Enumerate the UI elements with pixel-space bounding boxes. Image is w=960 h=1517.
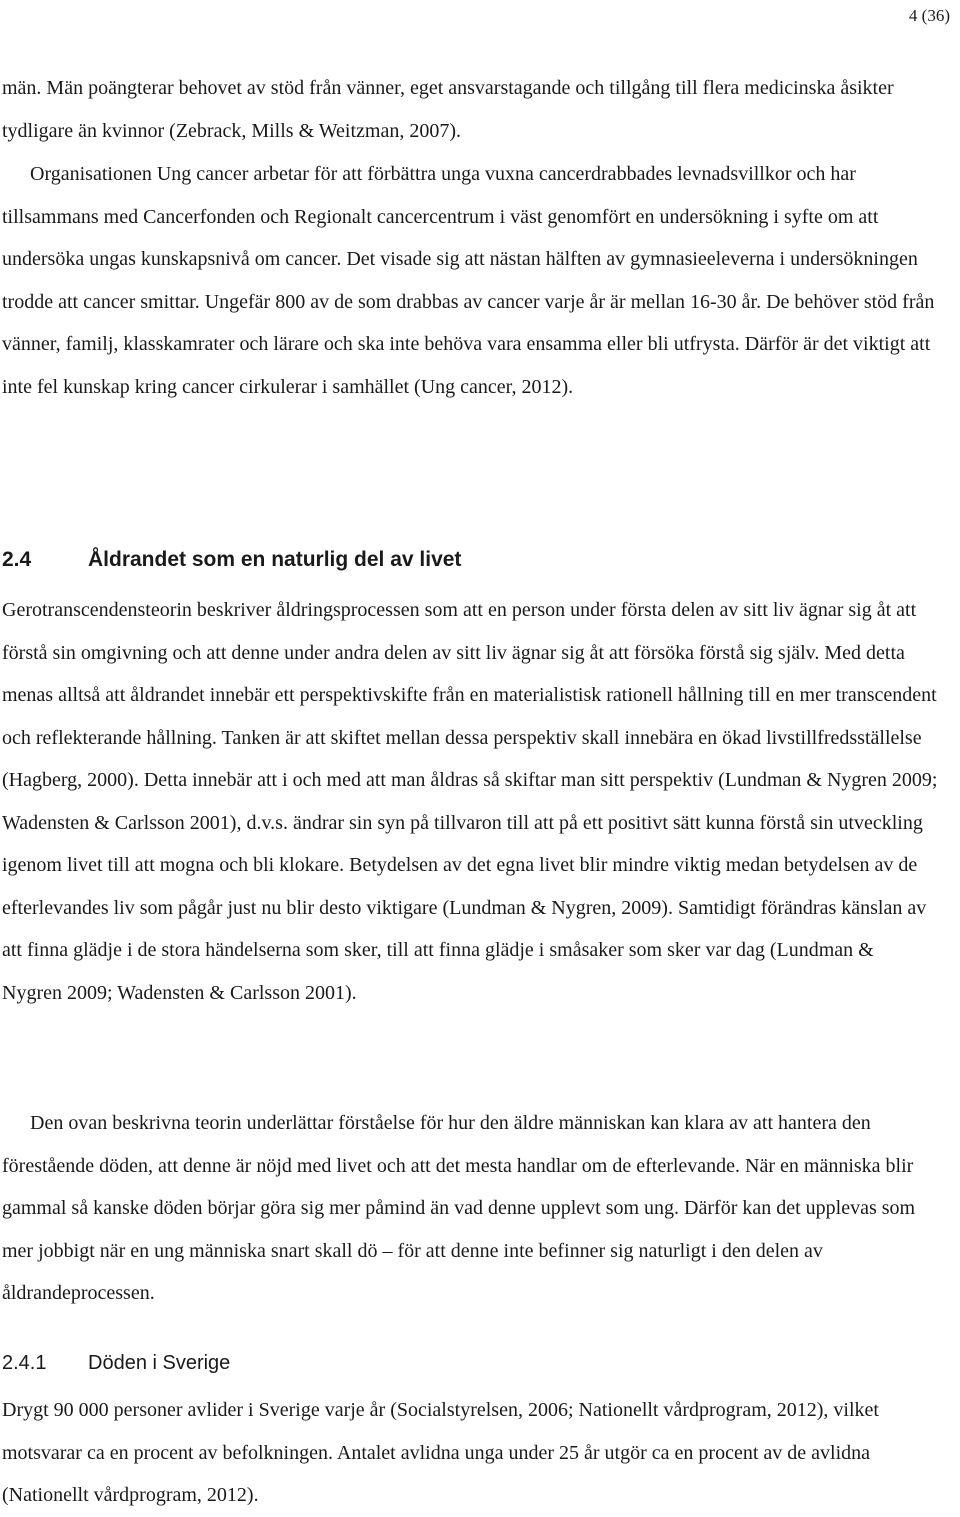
section-heading-2-4-1 [2, 1343, 230, 1383]
paragraph-intro: män. Män poängterar behovet av stöd från vänner, eget ansvarstagande och tillgång till flera medicinska åsikter tydligare än kvinnor (Zebrack, Mills & Weitzman, 2007). [2, 77, 894, 142]
subsection-title: Döden i Sverige [88, 1352, 231, 1374]
page-number: 4 (36) [908, 6, 950, 25]
section-number: 2.4 [2, 548, 32, 571]
subsection-number: 2.4.1 [2, 1352, 47, 1374]
paragraph-gerotranscendens: Gerotranscendensteorin beskriver åldringsprocessen som att en person under första delen av sitt liv ägnar sig åt att förstå sin omgivning och att denne under andra delen av sitt liv ägnar sig åt att försöka förstå sig själv. Med detta menas alltså att åldrandet innebär ett perspektivskifte från en materialistisk rationell hållning till en mer transcendent och reflekterande hållning. Tanken är att skiftet mellan dessa perspektiv skall innebära en ökad livstillfredsställelse (Hagberg, 2000). Detta innebär att i och med att man åldras så skiftar man sitt perspektiv (Lundman & Nygren 2009; Wadensten & Carlsson 2001), d.v.s. ändrar sin syn på tillvaron till att på ett positivt sätt kunna förstå sin utveckling igenom livet till att mogna och bli klokare. Betydelsen av det egna livet blir mindre viktig medan betydelsen av de efterlevandes liv som pågår just nu blir desto viktigare (Lundman & Nygren, 2009). Samtidigt förändras känslan av att finna glädje i de stora händelserna som sker, till att finna glädje i småsaker som sker var dag (Lundman & Nygren 2009; Wadensten & Carlsson 2001). [2, 599, 938, 1004]
section-title: Åldrandet som en naturlig del av livet [88, 548, 462, 571]
paragraph-doden: Drygt 90 000 personer avlider i Sverige varje år (Socialstyrelsen, 2006; Nationellt vårdprogram, 2012), vilket motsvarar ca en procent av befolkningen. Antalet avlidna unga under 25 år utgör ca en procent av de avlidna (Nationellt vårdprogram, 2012). [2, 1399, 879, 1506]
section-heading-2-4 [2, 540, 461, 580]
paragraph-ung-cancer: Organisationen Ung cancer arbetar för att förbättra unga vuxna cancerdrabbades levnadsvillkor och har tillsammans med Cancerfonden och Regionalt cancercentrum i väst genomfört en undersökning i syfte om att undersöka ungas kunskapsnivå om cancer. Det visade sig att nästan hälften av gymnasieeleverna i undersökningen trodde att cancer smittar. Ungefär 800 av de som drabbas av cancer varje år är mellan 16-30 år. De behöver stöd från vänner, familj, klasskamrater och lärare och ska inte behöva vara ensamma eller bli utfrysta. Därför är det viktigt att inte fel kunskap kring cancer cirkulerar i samhället (Ung cancer, 2012). [2, 163, 935, 398]
paragraph-teorin: Den ovan beskrivna teorin underlättar förståelse för hur den äldre människan kan klara av att hantera den förestående döden, att denne är nöjd med livet och att det mesta handlar om de efterlevande. När en människa blir gammal så kanske döden börjar göra sig mer påmind än vad denne upplevt som ung. Därför kan det upplevas som mer jobbigt när en ung människa snart skall dö – för att denne inte befinner sig naturligt i den delen av åldrandeprocessen. [2, 1112, 916, 1304]
